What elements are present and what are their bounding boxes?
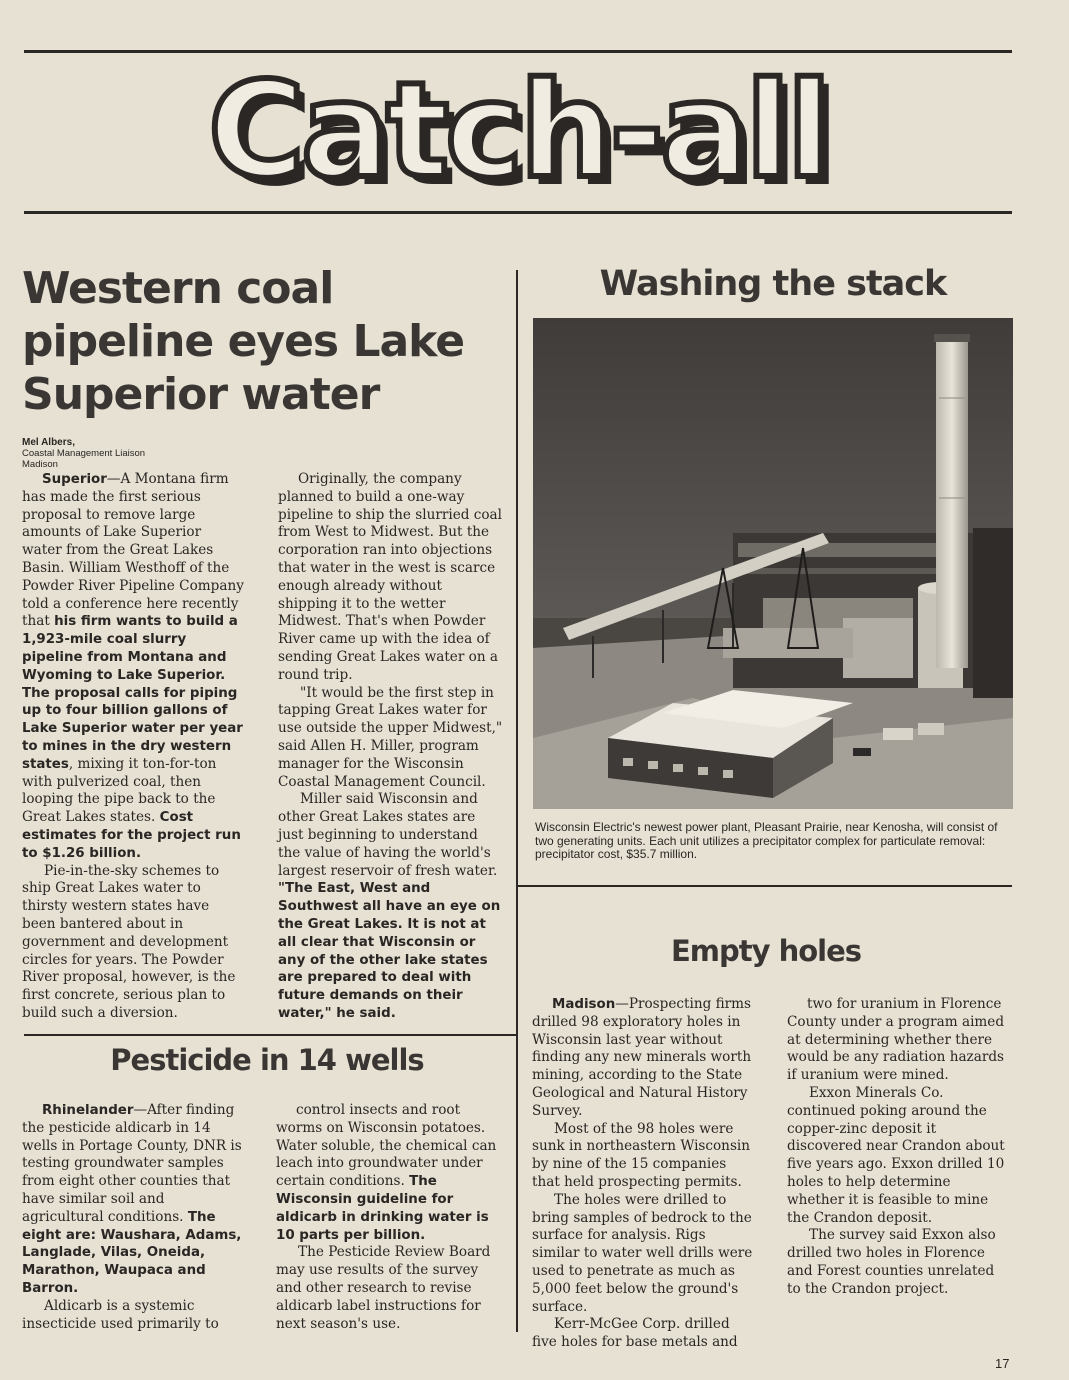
pesticide-column-1 [22, 1102, 244, 1333]
paragraph [22, 1298, 244, 1334]
paragraph [532, 996, 754, 1121]
byline-name: Mel Albers, [22, 437, 75, 448]
text: Originally, the company planned to build a one-way pipeline to ship the slurried coal from West to Midwest. But the corporation ran into objections that water in the west is scarce enough already without shipping it to the wetter Midwest. That's when Powder River came up with the idea of sending Great Lakes water on a round trip. [278, 471, 503, 683]
text: "It would be the first step in tapping Great Lakes water for use outside the upper Midwest," said Allen H. Miller, program manager for the Wisconsin Coastal Management Council. [278, 684, 503, 790]
paragraph [22, 863, 244, 1023]
bold-text: Cost estimates for the project run to $1.26 billion. [22, 810, 241, 861]
text: —Prospecting firms drilled 98 exploratory holes in Wisconsin last year without finding any new minerals worth mining, according to the State Geological and Natural History Survey. [532, 996, 752, 1119]
bold-text: Superior [42, 472, 107, 487]
text: two for uranium in Florence County under a program aimed at determining whether there would be any radiation hazards if uranium were mined. [787, 996, 1005, 1084]
masthead [24, 56, 1012, 206]
bold-text: his firm wants to build a 1,923-mile coal slurry pipeline from Montana and Wyoming to Lake Superior. The proposal calls for piping up to four billion gallons of Lake Superior water per year to mines in the dry western states [22, 614, 243, 772]
masthead-bottom-rule [24, 211, 1012, 214]
bold-text: Madison [552, 997, 616, 1012]
byline-place: Madison [22, 459, 58, 470]
byline-title: Coastal Management Liaison [22, 448, 146, 459]
page-number: 17 [995, 1356, 1010, 1371]
text: —After finding the pesticide aldicarb in 14 wells in Portage County, DNR is testing groundwater samples from eight other counties that have similar soil and agricultural conditions. [22, 1102, 242, 1225]
vertical-divider-lower [516, 1036, 518, 1332]
text: The survey said Exxon also drilled two holes in Florence and Forest counties unrelated to the Crandon project. [787, 1227, 996, 1297]
bold-text: "The East, West and Southwest all have an eye on the Great Lakes. It is not at all clear that Wisconsin or any of the other lake states are prepared to deal with future demands on their water," he said. [278, 881, 501, 1021]
paragraph [22, 1102, 244, 1298]
paragraph [787, 1227, 1009, 1298]
paragraph [278, 685, 504, 792]
bold-text: The eight are: Waushara, Adams, Langlade, Vilas, Oneida, Marathon, Waupaca and Barron. [22, 1209, 242, 1296]
paragraph [22, 471, 244, 863]
paragraph [532, 1121, 754, 1192]
text: The holes were drilled to bring samples of bedrock to the surface for analysis. Rigs similar to water well drills were used to penetrate as much as 5,000 feet below the ground's surface. [532, 1191, 753, 1315]
paragraph [278, 471, 504, 685]
text: Miller said Wisconsin and other Great Lakes states are just beginning to understand the value of having the world's largest reservoir of fresh water. [278, 791, 498, 879]
holes-column-2 [787, 996, 1009, 1299]
coal-column-1 [22, 471, 244, 1023]
holes-headline: Empty holes [670, 934, 862, 968]
masthead-title: Catch-all [208, 54, 828, 208]
vertical-divider-upper [516, 270, 518, 1040]
coal-headline: Western coal pipeline eyes Lake Superior water [22, 263, 465, 420]
coal-column-2 [278, 471, 504, 1023]
paragraph [532, 1192, 754, 1317]
holes-top-rule [518, 885, 1012, 887]
pesticide-headline: Pesticide in 14 wells [110, 1043, 424, 1077]
stack-headline: Washing the stack [599, 264, 947, 304]
paragraph [787, 996, 1009, 1085]
text: Kerr-McGee Corp. drilled five holes for base metals and [532, 1316, 738, 1351]
paragraph [278, 791, 504, 1022]
paragraph [532, 1316, 754, 1352]
text: The Pesticide Review Board may use results of the survey and other research to revise aldicarb label instructions for next season's use. [276, 1244, 491, 1332]
paragraph [787, 1085, 1009, 1227]
text: , mixing it ton-for-ton with pulverized coal, then looping the pipe back to the Great Lakes states. [22, 755, 217, 826]
photo-caption: Wisconsin Electric's newest power plant, Pleasant Prairie, near Kenosha, will consist of two generating units. Each unit utilizes a precipitator complex for particulate removal: precipitator cost, $35.7 million. [535, 820, 998, 861]
pesticide-column-2 [276, 1102, 502, 1333]
bold-text: Rhinelander [42, 1103, 134, 1118]
power-plant-photo [533, 318, 1013, 809]
pesticide-top-rule [24, 1034, 518, 1036]
text: —A Montana firm has made the first serious proposal to remove large amounts of Lake Superior water from the Great Lakes Basin. William Westhoff of the Powder River Pipeline Company told a conference here recently that [22, 471, 244, 630]
text: Pie-in-the-sky schemes to ship Great Lakes water to thirsty western states have been bantered about in government and development circles for years. The Powder River proposal, however, is the first concrete, serious plan to build such a diversion. [22, 862, 236, 1021]
paragraph [276, 1244, 502, 1333]
paragraph [276, 1102, 502, 1244]
text: Aldicarb is a systemic insecticide used primarily to [22, 1297, 219, 1332]
holes-column-1 [532, 996, 754, 1352]
text: Exxon Minerals Co. continued poking around the copper-zinc deposit it discovered near Crandon about five years ago. Exxon drilled 10 holes to help determine whether it is feasible to mine the Crandon deposit. [787, 1084, 1005, 1226]
bold-text: The Wisconsin guideline for aldicarb in drinking water is 10 parts per billion. [276, 1174, 489, 1243]
text: control insects and root worms on Wisconsin potatoes. Water soluble, the chemical can leach into groundwater under certain conditions. [276, 1102, 497, 1190]
text: Most of the 98 holes were sunk in northeastern Wisconsin by nine of the 15 companies that held prospecting permits. [532, 1120, 751, 1190]
coal-byline [22, 437, 145, 470]
top-rule [24, 50, 1012, 53]
